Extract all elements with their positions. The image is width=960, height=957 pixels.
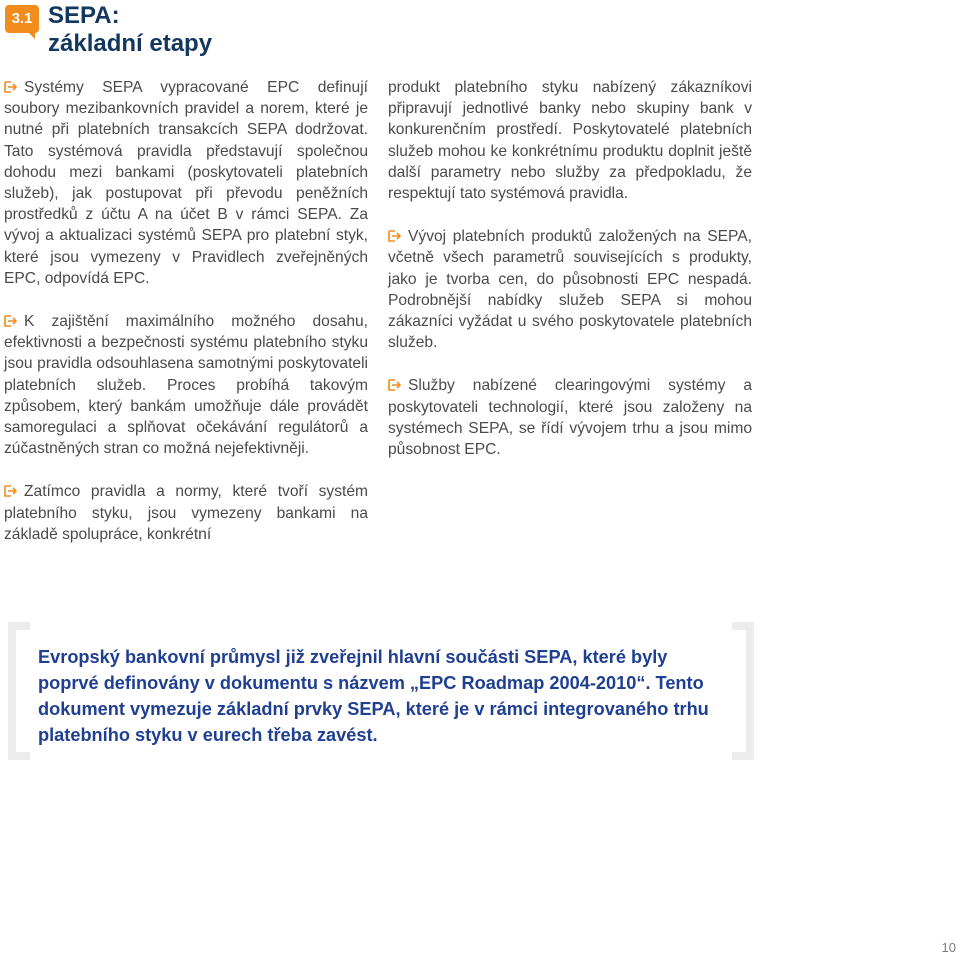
paragraph [388,226,752,353]
paragraph-text: Vývoj platebních produktů založených na SEPA, včetně všech parametrů souvisejících s produkty, jako je tvorba cen, do působnosti EPC nespadá. Podrobnější nabídky služeb SEPA si mohou zákazníci vyžádat u svého poskytovatele platebních služeb. [388,228,752,352]
paragraph [4,77,368,289]
left-bracket-decoration [8,622,30,760]
orange-arrow-bullet-icon [4,81,17,93]
right-bracket-decoration [732,622,754,760]
orange-arrow-bullet-icon [4,315,17,327]
paragraph [4,311,368,459]
paragraph-text: Služby nabízené clearingovými systémy a poskytovateli technologií, které jsou založeny na systémech SEPA, se řídí vývojem trhu a jsou mimo působnost EPC. [388,377,752,459]
orange-arrow-bullet-icon [388,379,401,391]
paragraph-text: Systémy SEPA vypracované EPC definují soubory mezibankovních pravidel a norem, které je nutné při platebních transakcích SEPA dodržovat. Tato systémová pravidla představují společnou dohodu mezi bankami (poskytovateli platebních služeb), jak postupovat při převodu peněžních prostředků z účtu A na účet B v rámci SEPA. Za vývoj a aktualizaci systémů SEPA pro platební styk, které jsou vymezeny v Pravidlech zveřejněných EPC, odpovídá EPC. [4,79,368,287]
page-number: 10 [941,940,956,955]
paragraph [4,481,368,545]
page-title [48,2,212,58]
section-number: 3.1 [11,10,33,27]
title-line-1: SEPA: [48,2,120,29]
section-number-badge [5,5,39,33]
highlight-quote-box [8,622,958,762]
orange-arrow-bullet-icon [388,230,401,242]
paragraph-text: Zatímco pravidla a normy, které tvoří systém platebního styku, jsou vymezeny bankami na základě spolupráce, konkrétní [4,483,368,543]
left-column [4,77,368,545]
paragraph [388,77,752,204]
right-column [388,77,752,460]
quote-text: Evropský bankovní průmysl již zveřejnil hlavní součásti SEPA, které byly poprvé definovány v dokumentu s názvem „EPC Roadmap 2004-2010“. Tento dokument vymezuje základní prvky SEPA, které je v rámci integrovaného trhu platebního styku v eurech třeba zavést. [38,647,709,745]
paragraph [388,375,752,460]
orange-arrow-bullet-icon [4,485,17,497]
paragraph-text: produkt platebního styku nabízený zákazníkovi připravují jednotlivé banky nebo skupiny bank v konkurenčním prostředí. Poskytovatelé platebních služeb mohou ke konkrétnímu produktu doplnit ještě další parametry nebo služby za předpokladu, že respektují tato systémová pravidla. [388,79,752,203]
title-line-2: základní etapy [48,30,213,57]
paragraph-text: K zajištění maximálního možného dosahu, efektivnosti a bezpečnosti systému platebního styku jsou pravidla odsouhlasena samotnými poskytovateli platebních služeb. Proces probíhá takovým způsobem, který bankám umožňuje dále provádět samoregulaci a splňovat očekávání regulátorů a zúčastněných stran co možná nejefektivněji. [4,313,368,458]
